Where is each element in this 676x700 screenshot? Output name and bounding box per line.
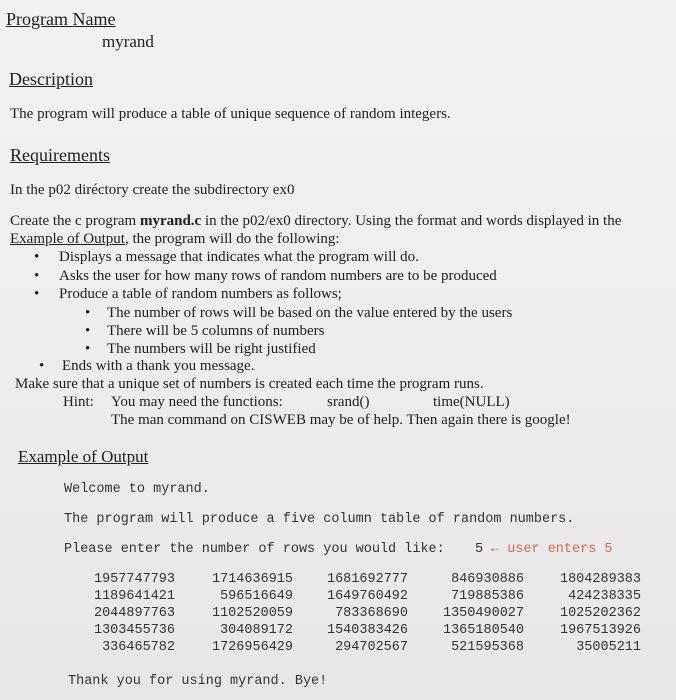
hint-function-srand: srand() bbox=[327, 394, 370, 410]
table-cell: 1365180540 bbox=[442, 623, 524, 638]
output-input: 5 bbox=[475, 542, 484, 557]
table-cell: 2044897763 bbox=[93, 606, 175, 621]
example-link: Example of Output bbox=[10, 231, 125, 247]
table-cell: 1350490027 bbox=[442, 606, 524, 621]
bullet-marker: • bbox=[34, 249, 40, 265]
table-cell: 1303455736 bbox=[93, 623, 175, 638]
bullet-marker: • bbox=[34, 268, 40, 284]
table-cell: 1540383426 bbox=[326, 623, 408, 638]
output-thanks: Thank you for using myrand. Bye! bbox=[68, 674, 328, 689]
table-cell: 1681692777 bbox=[326, 572, 408, 587]
p2-filename: myrand.c bbox=[139, 213, 202, 229]
man-note: The man command on CISWEB may be of help. Then again there is google! bbox=[111, 412, 571, 428]
example-heading: Example of Output bbox=[18, 447, 149, 466]
random-table bbox=[0, 572, 676, 662]
table-cell: 294702567 bbox=[335, 640, 408, 655]
table-row bbox=[0, 589, 676, 606]
user-input-note: ← user enters 5 bbox=[491, 542, 613, 557]
sub-bullet-2: There will be 5 columns of numbers bbox=[107, 323, 325, 339]
table-cell: 1726956429 bbox=[211, 640, 293, 655]
table-row bbox=[0, 572, 676, 589]
table-cell: 1189641421 bbox=[93, 589, 175, 604]
output-prompt: Please enter the number of rows you would like: bbox=[64, 542, 445, 557]
sub-bullet-1: The number of rows will be based on the value entered by the users bbox=[107, 305, 513, 321]
description-text: The program will produce a table of unique sequence of random integers. bbox=[10, 106, 451, 122]
bullet-3: Produce a table of random numbers as follows; bbox=[59, 286, 342, 302]
hint-label: Hint: bbox=[63, 394, 94, 410]
hint-function-time: time(NULL) bbox=[433, 394, 510, 410]
table-cell: 1649760492 bbox=[326, 589, 408, 604]
hint-text: You may need the functions: bbox=[111, 394, 283, 410]
table-row bbox=[0, 606, 676, 623]
table-cell: 1102520059 bbox=[211, 606, 293, 621]
p2-post: in the p02/ex0 directory. Using the format and words displayed in the bbox=[201, 213, 622, 229]
p2-pre: Create the c program bbox=[10, 213, 140, 229]
sub-bullet-marker: • bbox=[85, 323, 91, 339]
table-cell: 336465782 bbox=[102, 640, 175, 655]
requirements-p2 bbox=[10, 213, 621, 230]
unique-note: Make sure that a unique set of numbers is created each time the program runs. bbox=[15, 376, 484, 392]
output-produce: The program will produce a five column table of random numbers. bbox=[64, 512, 575, 527]
table-cell: 719885386 bbox=[451, 589, 524, 604]
bullet-marker: • bbox=[39, 358, 45, 374]
program-name-heading: Program Name bbox=[6, 9, 116, 29]
bullet-2: Asks the user for how many rows of random numbers are to be produced bbox=[59, 268, 497, 284]
program-name-value: myrand bbox=[102, 32, 154, 51]
requirements-p1: In the p02 diréctory create the subdirectory ex0 bbox=[10, 182, 295, 198]
table-cell: 1957747793 bbox=[93, 572, 175, 587]
table-cell: 304089172 bbox=[220, 623, 293, 638]
requirements-p2-line2 bbox=[10, 231, 340, 248]
table-cell: 424238335 bbox=[568, 589, 641, 604]
sub-bullet-marker: • bbox=[85, 341, 91, 357]
bullet-4: Ends with a thank you message. bbox=[62, 358, 255, 374]
table-row bbox=[0, 623, 676, 640]
bullet-marker: • bbox=[34, 286, 40, 302]
table-cell: 1714636915 bbox=[211, 572, 293, 587]
bullet-1: Displays a message that indicates what the program will do. bbox=[59, 249, 419, 265]
sub-bullet-marker: • bbox=[85, 305, 91, 321]
table-cell: 35005211 bbox=[576, 640, 641, 655]
requirements-heading: Requirements bbox=[10, 145, 110, 165]
table-row bbox=[0, 640, 676, 657]
description-heading: Description bbox=[9, 69, 93, 89]
table-cell: 783368690 bbox=[335, 606, 408, 621]
table-cell: 1025202362 bbox=[559, 606, 641, 621]
output-welcome: Welcome to myrand. bbox=[64, 482, 210, 497]
table-cell: 1804289383 bbox=[559, 572, 641, 587]
p2-end: , the program will do the following: bbox=[124, 231, 340, 247]
table-cell: 1967513926 bbox=[559, 623, 641, 638]
table-cell: 521595368 bbox=[451, 640, 524, 655]
table-cell: 846930886 bbox=[451, 572, 524, 587]
table-cell: 596516649 bbox=[220, 589, 293, 604]
sub-bullet-3: The numbers will be right justified bbox=[107, 341, 316, 357]
